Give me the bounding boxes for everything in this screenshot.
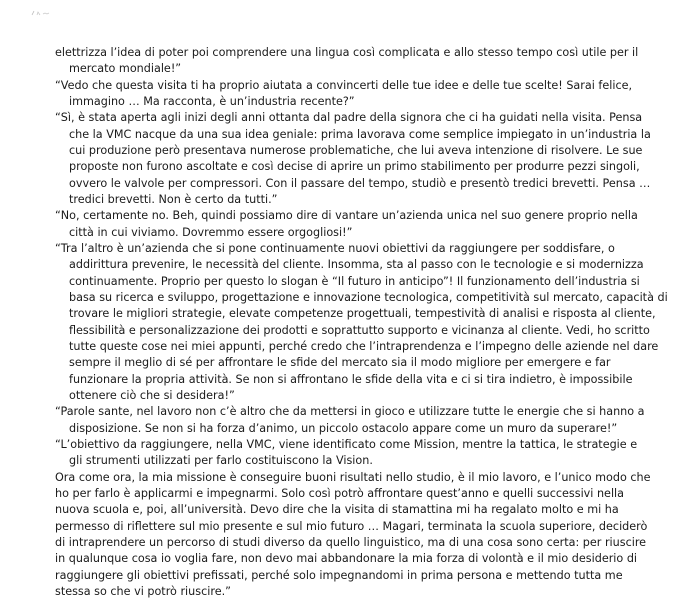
text-line: cui produzione però presentava numerose problematiche, che lui aveva intenzione di risolvere. Le sue	[69, 143, 643, 157]
text-line: nuova scuola e, poi, all’università. Devo dire che la visita di stamattina mi ha regalato molto e mi ha	[55, 503, 619, 517]
text-line: “Parole sante, nel lavoro non c’è altro che da mettersi in gioco e utilizzare tutte le energie che si hanno a	[55, 405, 645, 419]
text-line: trovare le migliori strategie, elevate competenze progettuali, tempestività di analisi e risposta al cliente,	[69, 307, 656, 321]
text-line: ottenere ciò che si desidera!”	[69, 388, 235, 402]
text-line: “L’obiettivo da raggiungere, nella VMC, viene identificato come Mission, mentre la tattica, le strategie e	[55, 437, 638, 451]
document-body-text	[55, 45, 670, 600]
text-line: in qualunque cosa io voglia fare, non devo mai abbandonare la mia forza di volontà e il mio desiderio di	[55, 552, 638, 566]
text-line: gli strumenti utilizzati per farlo costituiscono la Vision.	[69, 454, 373, 468]
paragraph	[55, 208, 670, 241]
text-line: stessa so che vi potrò riuscire.”	[55, 584, 231, 598]
text-line: di intraprendere un percorso di studi diverso da quello linguistico, ma di una cosa sono certa: per riuscire	[55, 535, 647, 549]
text-line: disposizione. Se non si ha forza d’animo, un piccolo ostacolo appare come un muro da superare!”	[69, 421, 618, 435]
scan-artifact-mark	[30, 9, 52, 17]
text-line: elettrizza l’idea di poter poi comprendere una lingua così complicata e allo stesso tempo così utile per il	[55, 46, 639, 59]
text-line: mercato mondiale!”	[69, 62, 182, 76]
text-line: continuamente. Proprio per questo lo slogan è “Il futuro in anticipo”! Il funzionamento dell’industria si	[69, 274, 640, 288]
text-line: basa su ricerca e sviluppo, progettazione e innovazione tecnologica, competitività sul mercato, capacità di	[69, 290, 668, 304]
text-line: addirittura prevenire, le necessità del cliente. Insomma, sta al passo con le tecnologie e si modernizza	[69, 258, 644, 272]
text-line: ho per farlo è applicarmi e impegnarmi. Solo così potrò affrontare quest’anno e quelli successivi nella	[55, 486, 625, 500]
text-line: ovvero le valvole per compressori. Con il passare del tempo, studiò e presentò tredici brevetti. Pensa …	[69, 176, 651, 190]
paragraph	[55, 45, 670, 78]
paragraph	[55, 470, 670, 600]
paragraph	[55, 110, 670, 208]
text-line: raggiungere gli obiettivi prefissati, perché solo impegnandomi in prima persona e mettendo tutta me	[55, 568, 623, 582]
text-line: “Vedo che questa visita ti ha proprio aiutata a convincerti delle tue idee e delle tue scelte! Sarai felice,	[55, 78, 633, 92]
text-line: permesso di riflettere sul mio presente e sul mio futuro … Magari, terminata la scuola superiore, deciderò	[55, 519, 648, 533]
text-line: tutte queste cose nei miei appunti, perché credo che l’intraprendenza e l’impegno delle aziende nel dare	[69, 339, 659, 353]
text-line: Ora come ora, la mia missione è conseguire buoni risultati nello studio, è il mio lavoro, e l’unico modo che	[55, 470, 651, 484]
text-line: città in cui viviamo. Dovremmo essere orgogliosi!”	[69, 225, 353, 239]
text-line: proposte non furono ascoltate e così decise di aprire un primo stabilimento per produrre pezzi singoli,	[69, 160, 640, 174]
paragraph	[55, 78, 670, 111]
text-line: “Tra l’altro è un’azienda che si pone continuamente nuovi obiettivi da raggiungere per soddisfare, o	[55, 241, 615, 255]
text-line: “Sì, è stata aperta agli inizi degli anni ottanta dal padre della signora che ci ha guidati nella visita. Pensa	[55, 111, 643, 125]
text-line: tredici brevetti. Non è certo da tutti.”	[69, 192, 278, 206]
text-line: “No, certamente no. Beh, quindi possiamo dire di vantare un’azienda unica nel suo genere proprio nella	[55, 209, 638, 223]
paragraph	[55, 437, 670, 470]
text-line: sempre il meglio di sé per affrontare le sfide del mercato sia il modo migliore per emergere e far	[69, 356, 611, 370]
text-line: funzionare la propria attività. Se non si affrontano le sfide della vita e ci si tira indietro, è impossibile	[69, 372, 633, 386]
text-line: immagino … Ma racconta, è un’industria recente?”	[69, 94, 355, 108]
paragraph	[55, 404, 670, 437]
paragraph	[55, 241, 670, 404]
text-line: flessibilità e personalizzazione dei prodotti e soprattutto supporto e vicinanza al cliente. Vedi, ho scritto	[69, 323, 650, 337]
text-line: che la VMC nacque da una sua idea geniale: prima lavorava come semplice impiegato in un’industria la	[69, 127, 651, 141]
